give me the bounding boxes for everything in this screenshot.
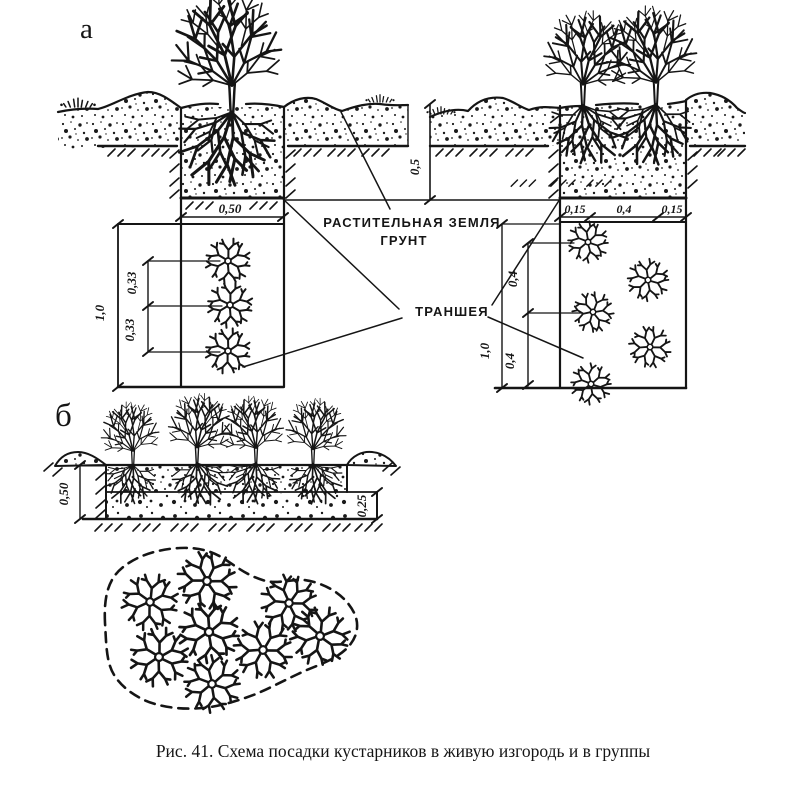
dim-trench-depth-value: 0,5 (407, 158, 422, 176)
dim-single-trench-width-value: 0,50 (218, 201, 242, 216)
dim-left-offset-value: 0,15 (564, 202, 586, 216)
figure-caption: Рис. 41. Схема посадки кустарников в живую изгородь и в группы (155, 741, 651, 761)
dim-plan1-spacing2-value: 0,33 (122, 318, 137, 342)
dim-row-spacing-value: 0,4 (616, 202, 632, 216)
dim-plan2-spacing2-value: 0,4 (502, 352, 517, 370)
label-trench: ТРАНШЕЯ (415, 304, 489, 319)
dim-plan2-spacing1-value: 0,4 (505, 270, 520, 288)
dim-right-offset-value: 0,15 (661, 202, 683, 216)
dim-hedge-subsoil-value: 0,25 (354, 494, 369, 518)
dim-plan1-length-value: 1,0 (92, 304, 107, 322)
section-a-letter: а (80, 13, 93, 45)
label-subsoil: ГРУНТ (380, 233, 428, 248)
dim-hedge-depth-value: 0,50 (56, 482, 71, 506)
dim-plan2-length-value: 1,0 (477, 342, 492, 360)
label-topsoil: РАСТИТЕЛЬНАЯ ЗЕМЛЯ (323, 215, 501, 230)
section-b-letter: б (55, 398, 72, 434)
dim-plan1-spacing1-value: 0,33 (124, 271, 139, 295)
